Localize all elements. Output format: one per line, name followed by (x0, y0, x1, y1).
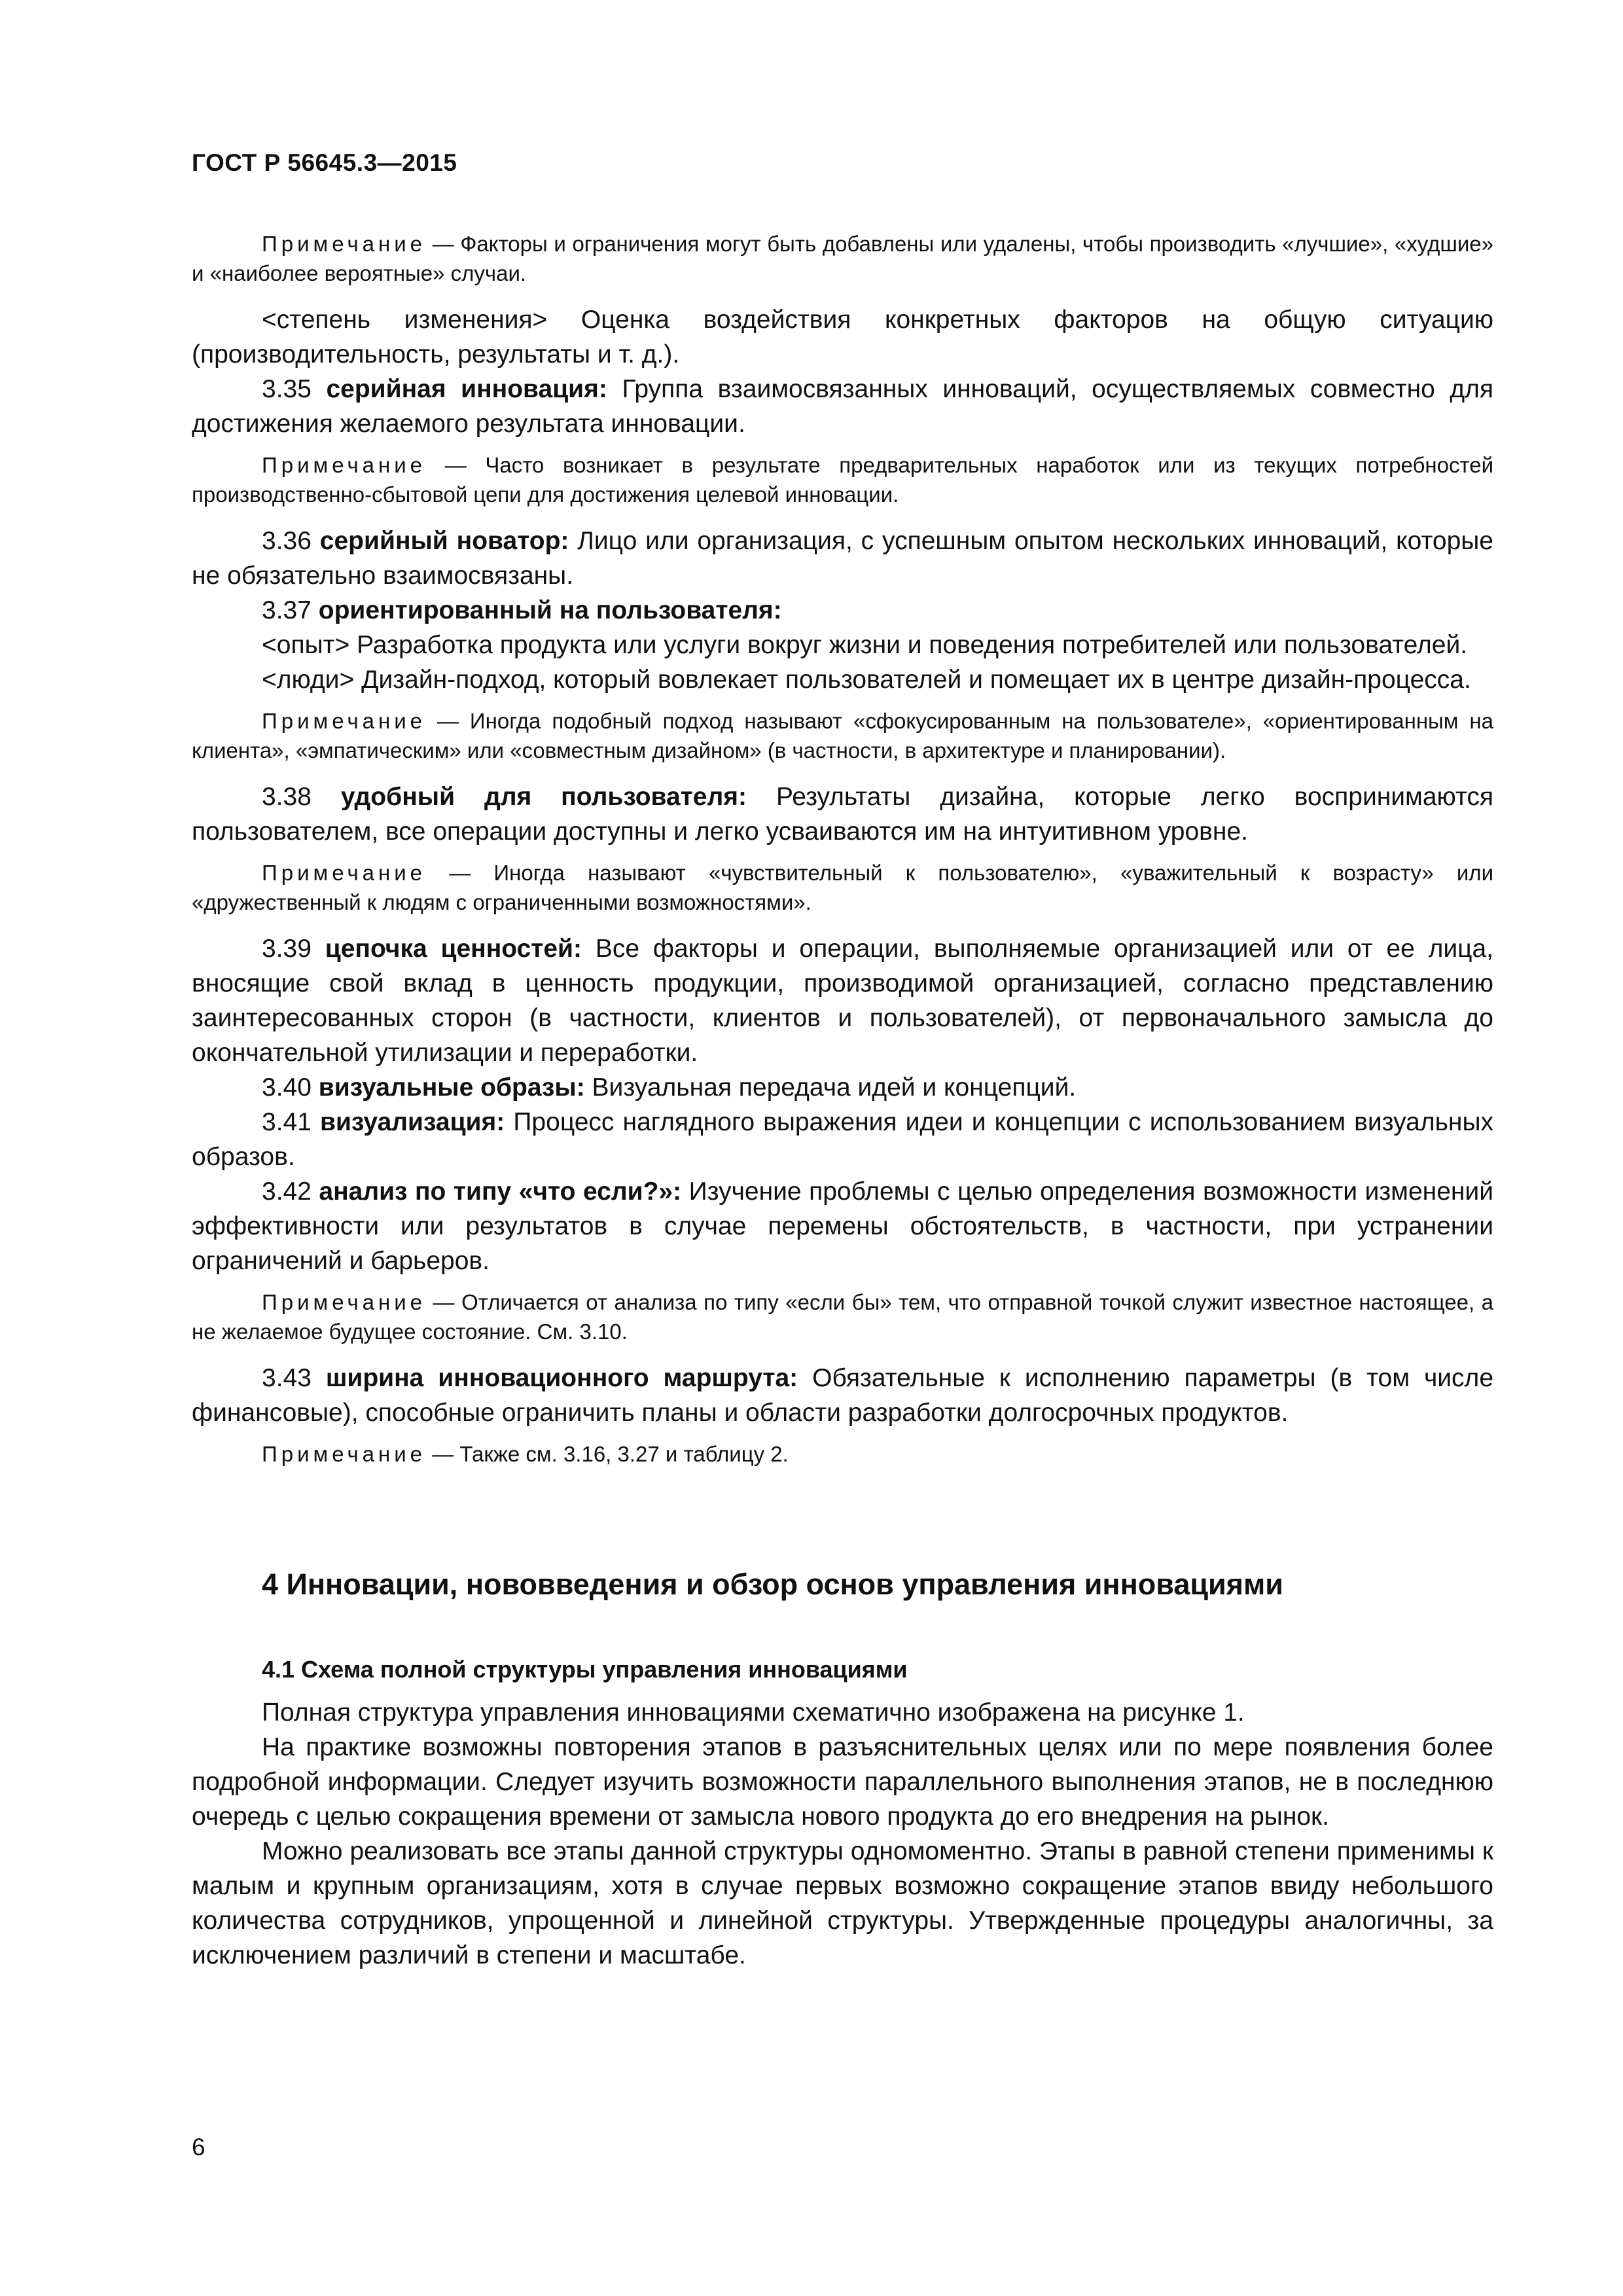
term-name: визуальные образы: (318, 1073, 585, 1102)
note (192, 1439, 1493, 1469)
term-definition: Все факторы и операции, выполняемые организацией или от ее лица, вносящие свой вклад в ценность продукции, производимой организацией, согласно представлению заинтересованных сторон (в частности, клиентов и пользователей), от первоначального замысла до окончательной утилизации и переработки. (192, 935, 1493, 1067)
section-4-body (192, 1695, 1493, 1973)
term-definition: Группа взаимосвязанных инноваций, осуществляемых совместно для достижения желаемого результата инновации. (192, 375, 1493, 438)
term-definition: Лицо или организация, с успешным опытом нескольких инноваций, которые не обязательно взаимосвязаны. (192, 527, 1493, 590)
note-text: — Иногда подобный подход называют «сфокусированным на пользователе», «ориентированным на клиента», «эмпатическим» или «совместным дизайном» (в частности, в архитектуре и планировании). (192, 709, 1493, 762)
term-definition: Визуальная передача идей и концепций. (584, 1073, 1077, 1102)
term-name: серийная инновация: (326, 375, 607, 403)
section-title: 4 Инновации, нововведения и обзор основ управления инновациями (262, 1568, 1283, 1601)
term-name: анализ по типу «что если?»: (319, 1177, 682, 1206)
term-name: ширина инновационного маршрута: (325, 1364, 798, 1392)
term-3-39 (192, 931, 1493, 1070)
definition-text: <степень изменения> Оценка воздействия конкретных факторов на общую ситуацию (производительность, результаты и т. д.). (192, 306, 1493, 368)
definition-paragraph (192, 302, 1493, 372)
term-number: 3.43 (262, 1364, 326, 1392)
note-text: — Иногда называют «чувствительный к пользователю», «уважительный к возрасту» или «дружественный к людям с ограниченными возможностями». (192, 861, 1493, 914)
term-name: серийный новатор: (319, 527, 569, 555)
note-label: Примечание (262, 1290, 427, 1314)
note-text: — Часто возникает в результате предварительных наработок или из текущих потребностей производственно-сбытовой цепи для достижения целевой инновации. (192, 453, 1493, 507)
note (192, 229, 1493, 288)
term-name: ориентированный на пользователя: (318, 596, 782, 624)
term-number: 3.41 (262, 1108, 321, 1136)
page-number: 6 (192, 2134, 205, 2161)
note (192, 1287, 1493, 1346)
note-label: Примечание (262, 1442, 427, 1466)
term-3-41 (192, 1105, 1493, 1174)
term-definition: Изучение проблемы с целью определения возможности изменений эффективности или результатов в случае перемены обстоятельств, в частности, при устранении ограничений и барьеров. (192, 1177, 1493, 1275)
term-3-40 (192, 1070, 1493, 1105)
note-text: — Отличается от анализа по типу «если бы» тем, что отправной точкой служит известное настоящее, а не желаемое будущее состояние. См. 3.10. (192, 1290, 1494, 1344)
note-label: Примечание (262, 453, 427, 477)
term-3-36 (192, 524, 1493, 593)
term-number: 3.40 (262, 1073, 319, 1102)
note-text: — Факторы и ограничения могут быть добавлены или удалены, чтобы производить «лучшие», «худшие» и «наиболее вероятные» случаи. (192, 232, 1494, 285)
definition-text: <люди> Дизайн-подход, который вовлекает пользователей и помещает их в центре дизайн-процесса. (262, 666, 1471, 694)
body-paragraph: На практике возможны повторения этапов в разъяснительных целях или по мере появления более подробной информации. Следует изучить возможности параллельного выполнения этапов, не в последнюю очередь с целью сокращения времени от замысла нового продукта до его внедрения на рынок. (192, 1733, 1493, 1831)
subsection-title: 4.1 Схема полной структуры управления инновациями (262, 1656, 908, 1683)
body-paragraph: Можно реализовать все этапы данной структуры одномоментно. Этапы в равной степени применимы к малым и крупным организациям, хотя в случае первых возможно сокращение этапов ввиду небольшого количества сотрудников, упрощенной и линейной структуры. Утвержденные процедуры аналогичны, за исключением различий в степени и масштабе. (192, 1837, 1493, 1969)
term-3-43 (192, 1361, 1493, 1430)
definition-paragraph (192, 662, 1493, 697)
term-definition: Обязательные к исполнению параметры (в том числе финансовые), способные ограничить планы и области разработки долгосрочных продуктов. (192, 1364, 1494, 1427)
definition-text: <опыт> Разработка продукта или услуги вокруг жизни и поведения потребителей или пользователей. (262, 631, 1468, 659)
terms-content (192, 220, 1493, 1483)
document-header: ГОСТ Р 56645.3—2015 (192, 149, 457, 176)
term-number: 3.35 (262, 375, 327, 403)
body-paragraph: Полная структура управления инновациями схематично изображена на рисунке 1. (262, 1698, 1245, 1727)
definition-paragraph (192, 628, 1493, 662)
term-definition: Результаты дизайна, которые легко воспринимаются пользователем, все операции доступны и легко усваиваются им на интуитивном уровне. (192, 783, 1493, 846)
term-name: визуализация: (320, 1108, 505, 1136)
term-number: 3.38 (262, 783, 341, 811)
note (192, 706, 1493, 765)
note-text: — Также см. 3.16, 3.27 и таблицу 2. (432, 1442, 789, 1466)
note (192, 450, 1493, 509)
note (192, 858, 1493, 917)
term-3-42 (192, 1174, 1493, 1278)
term-number: 3.36 (262, 527, 320, 555)
term-3-35 (192, 372, 1493, 441)
term-definition: Процесс наглядного выражения идеи и концепции с использованием визуальных образов. (192, 1108, 1493, 1171)
term-3-37 (192, 593, 1493, 628)
note-label: Примечание (262, 232, 427, 256)
term-number: 3.37 (262, 596, 319, 624)
term-name: цепочка ценностей: (325, 935, 582, 963)
term-number: 3.42 (262, 1177, 319, 1206)
term-number: 3.39 (262, 935, 325, 963)
note-label: Примечание (262, 709, 427, 733)
note-label: Примечание (262, 861, 427, 885)
term-name: удобный для пользователя: (340, 783, 747, 811)
term-3-38 (192, 780, 1493, 849)
